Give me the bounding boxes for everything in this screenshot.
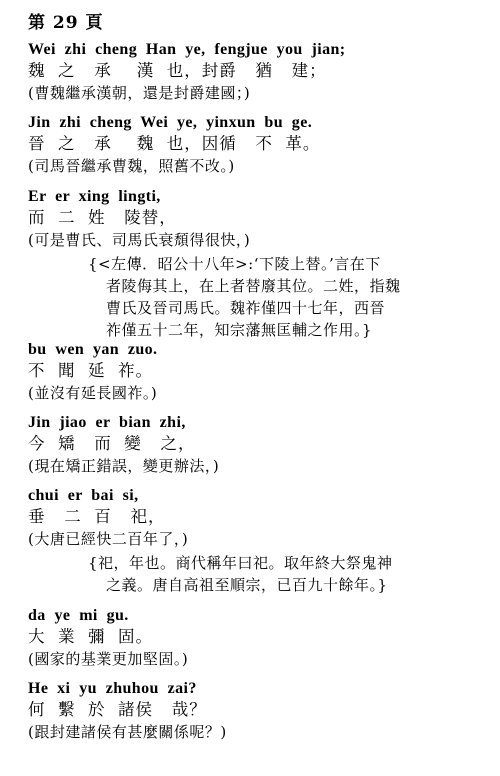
pinyin-line: Er er xing lingti, (28, 188, 161, 205)
pinyin-line: da ye mi gu. (28, 607, 129, 624)
page-number: 第 29 頁 (28, 13, 104, 33)
verse-section (28, 187, 488, 251)
annotation-note (88, 552, 488, 596)
translation-line: (現在矯正錯誤，變更辦法，) (28, 457, 220, 475)
translation-line: (大唐已經快二百年了，) (28, 530, 189, 548)
verse-section (28, 679, 488, 743)
note-line: 之義。唐自高祖至順宗，已百九十餘年。} (106, 576, 388, 594)
verse-section (28, 413, 488, 477)
chinese-line: 不 聞 延 祚。 (28, 361, 153, 380)
note-line: 曹氏及晉司馬氏。魏祚僅四十七年，西晉 (106, 299, 386, 317)
chinese-line: 何 繫 於 諸侯 哉？ (28, 700, 207, 719)
note-line: 祚僅五十二年，知宗藩無匡輔之作用。} (106, 321, 373, 339)
pinyin-line: Wei zhi cheng Han ye, fengjue you jian; (28, 41, 346, 58)
chinese-line: 晉 之 承 魏 也，因循 不 革。 (28, 134, 321, 153)
chinese-line: 垂 二 百 祀， (28, 507, 166, 526)
annotation-note (88, 253, 488, 341)
chinese-line: 而 二 姓 陵替， (28, 208, 177, 227)
pinyin-line: chui er bai si, (28, 487, 139, 504)
chinese-line: 大 業 彌 固。 (28, 627, 153, 646)
verse-section (28, 486, 488, 550)
note-line: {祀，年也。商代稱年曰祀。取年終大祭鬼神 (88, 554, 393, 572)
translation-line: (可是曹氏、司馬氏衰頹得很快，) (28, 231, 251, 249)
verse-section (28, 606, 488, 670)
chinese-line: 魏 之 承 漢 也，封爵 猶 建； (28, 61, 327, 80)
note-line: {<左傳．昭公十八年>:‘下陵上替。’言在下 (88, 255, 381, 273)
verse-section (28, 340, 488, 404)
translation-line: (司馬晉繼承曹魏，照舊不改。) (28, 157, 235, 175)
pinyin-line: bu wen yan zuo. (28, 341, 158, 358)
translation-line: (曹魏繼承漢朝，還是封爵建國；) (28, 84, 251, 102)
pinyin-line: He xi yu zhuhou zai? (28, 680, 197, 697)
chinese-line: 今 矯 而 變 之， (28, 434, 196, 453)
translation-line: (國家的基業更加堅固。) (28, 650, 189, 668)
translation-line: (跟封建諸侯有甚麼關係呢？) (28, 723, 227, 741)
note-line: 者陵侮其上，在上者替廢其位。二姓，指魏 (106, 277, 401, 295)
verse-section (28, 40, 488, 104)
pinyin-line: Jin zhi cheng Wei ye, yinxun bu ge. (28, 114, 313, 131)
pinyin-line: Jin jiao er bian zhi, (28, 414, 186, 431)
translation-line: (並沒有延長國祚。) (28, 384, 158, 402)
verse-section (28, 113, 488, 177)
